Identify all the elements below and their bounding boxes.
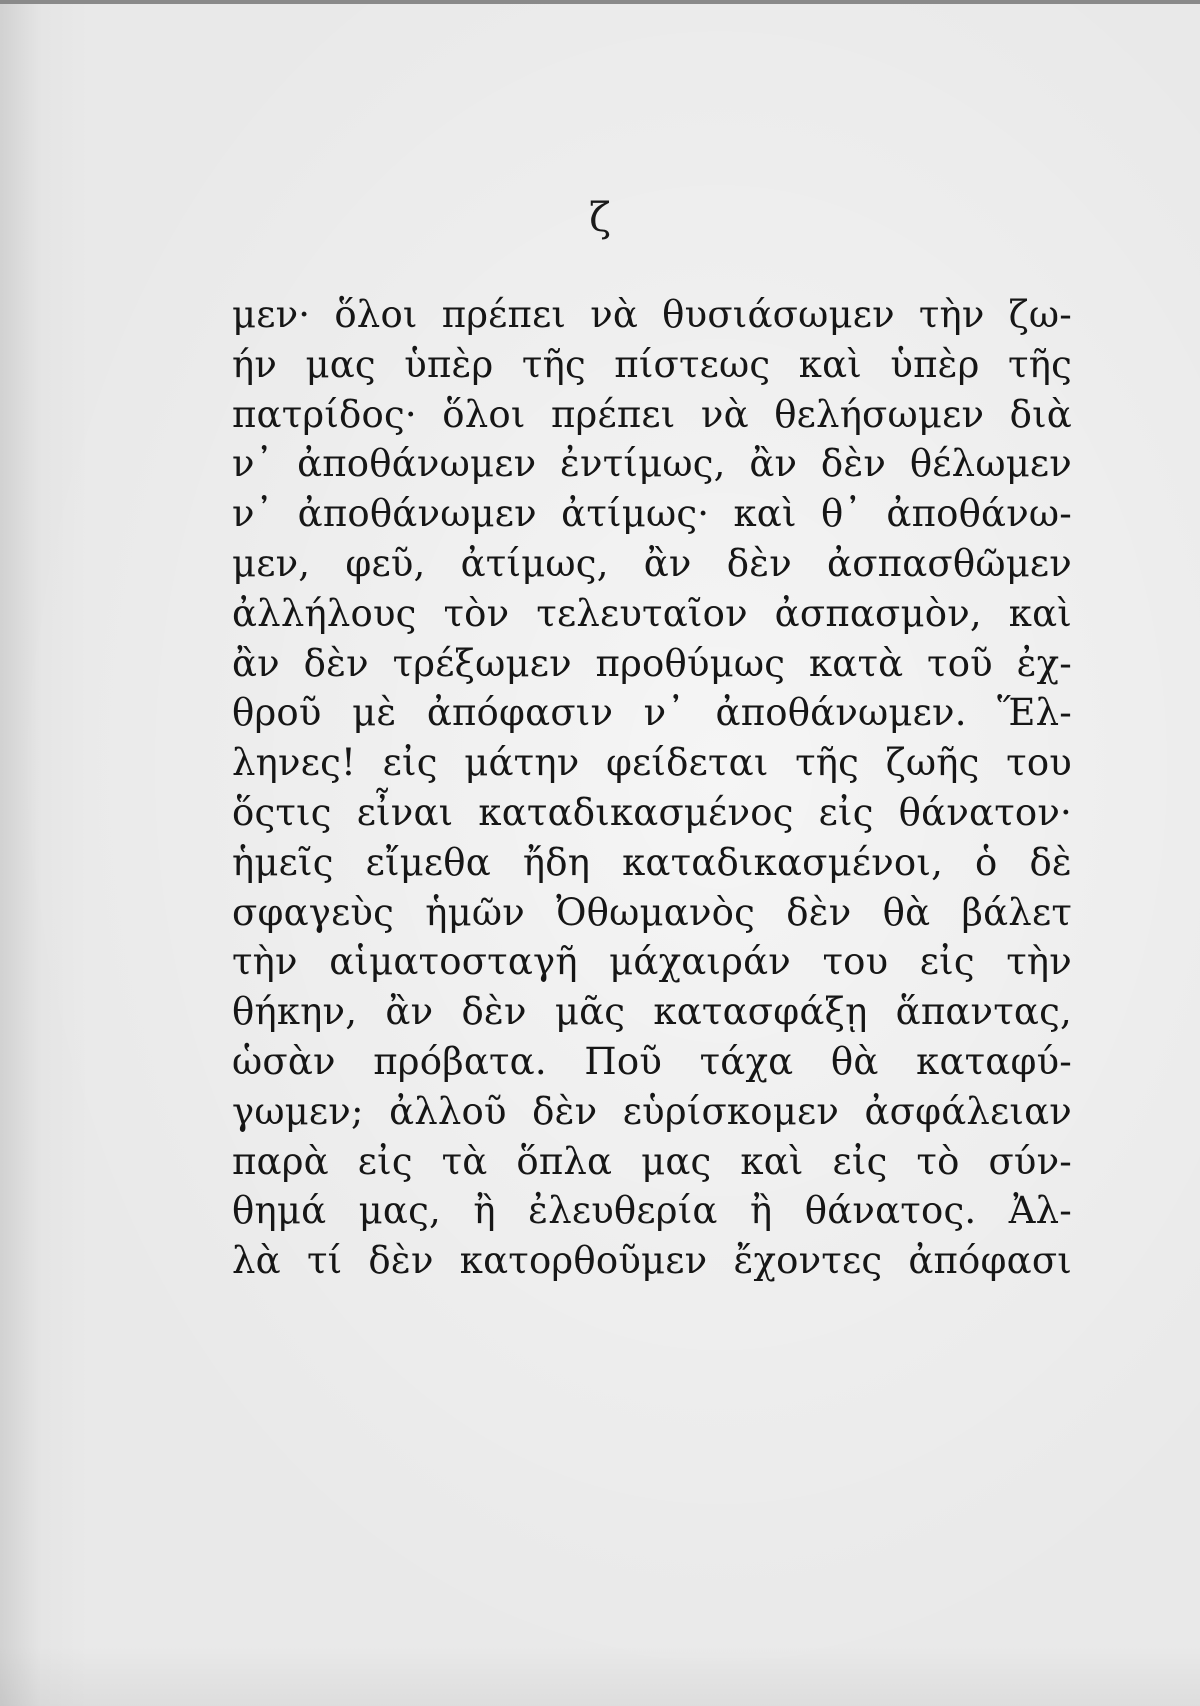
text-line: ήν μας ὑπὲρ τῆς πίστεως καὶ ὑπὲρ τῆς (232, 342, 1072, 386)
text-line: πατρίδος· ὅλοι πρέπει νὰ θελήσωμεν διὰ (232, 392, 1072, 436)
text-line: ὡσὰν πρόβατα. Ποῦ τάχα θὰ καταφύ- (232, 1039, 1072, 1083)
text-line: θροῦ μὲ ἀπόφασιν ν᾿ ἀποθάνωμεν. Ἕλ- (232, 691, 1072, 735)
text-line: μεν, φεῦ, ἀτίμως, ἂν δὲν ἀσπασθῶμεν (232, 541, 1072, 585)
text-line: ἂν δὲν τρέξωμεν προθύμως κατὰ τοῦ ἐχ- (232, 641, 1072, 685)
text-line: θημά μας, ἢ ἐλευθερία ἢ θάνατος. Ἀλ- (232, 1189, 1072, 1233)
text-line: σφαγεὺς ἡμῶν Ὀθωμανὸς δὲν θὰ βάλετ (232, 890, 1072, 934)
text-line: ν᾿ ἀποθάνωμεν ἐντίμως, ἂν δὲν θέλωμεν (232, 442, 1072, 486)
text-line: ν᾿ ἀποθάνωμεν ἀτίμως· καὶ θ᾿ ἀποθάνω- (232, 492, 1072, 536)
text-line: ληνες! εἰς μάτην φείδεται τῆς ζωῆς του (232, 741, 1072, 785)
text-line: ἀλλήλους τὸν τελευταῖον ἀσπασμὸν, καὶ (232, 591, 1072, 635)
text-line: τὴν αἱματοσταγῆ μάχαιράν του εἰς τὴν (232, 940, 1072, 984)
text-line: λὰ τί δὲν κατορθοῦμεν ἔχοντες ἀπόφασι (232, 1239, 1072, 1283)
text-line: μεν· ὅλοι πρέπει νὰ θυσιάσωμεν τὴν ζω- (232, 293, 1072, 336)
text-line: θήκην, ἂν δὲν μᾶς κατασφάξῃ ἅπαντας, (232, 990, 1072, 1034)
body-text (232, 290, 1072, 1286)
text-line: παρὰ εἰς τὰ ὅπλα μας καὶ εἰς τὸ σύν- (232, 1139, 1072, 1183)
text-line: γωμεν; ἀλλοῦ δὲν εὑρίσκομεν ἀσφάλειαν (232, 1089, 1072, 1133)
page-number: ζ (589, 195, 611, 241)
text-line: ἡμεῖς εἴμεθα ἤδη καταδικασμένοι, ὁ δὲ (232, 840, 1072, 884)
text-line: ὅςτις εἶναι καταδικασμένος εἰς θάνατον· (232, 790, 1072, 834)
page-top-edge (0, 0, 1200, 4)
